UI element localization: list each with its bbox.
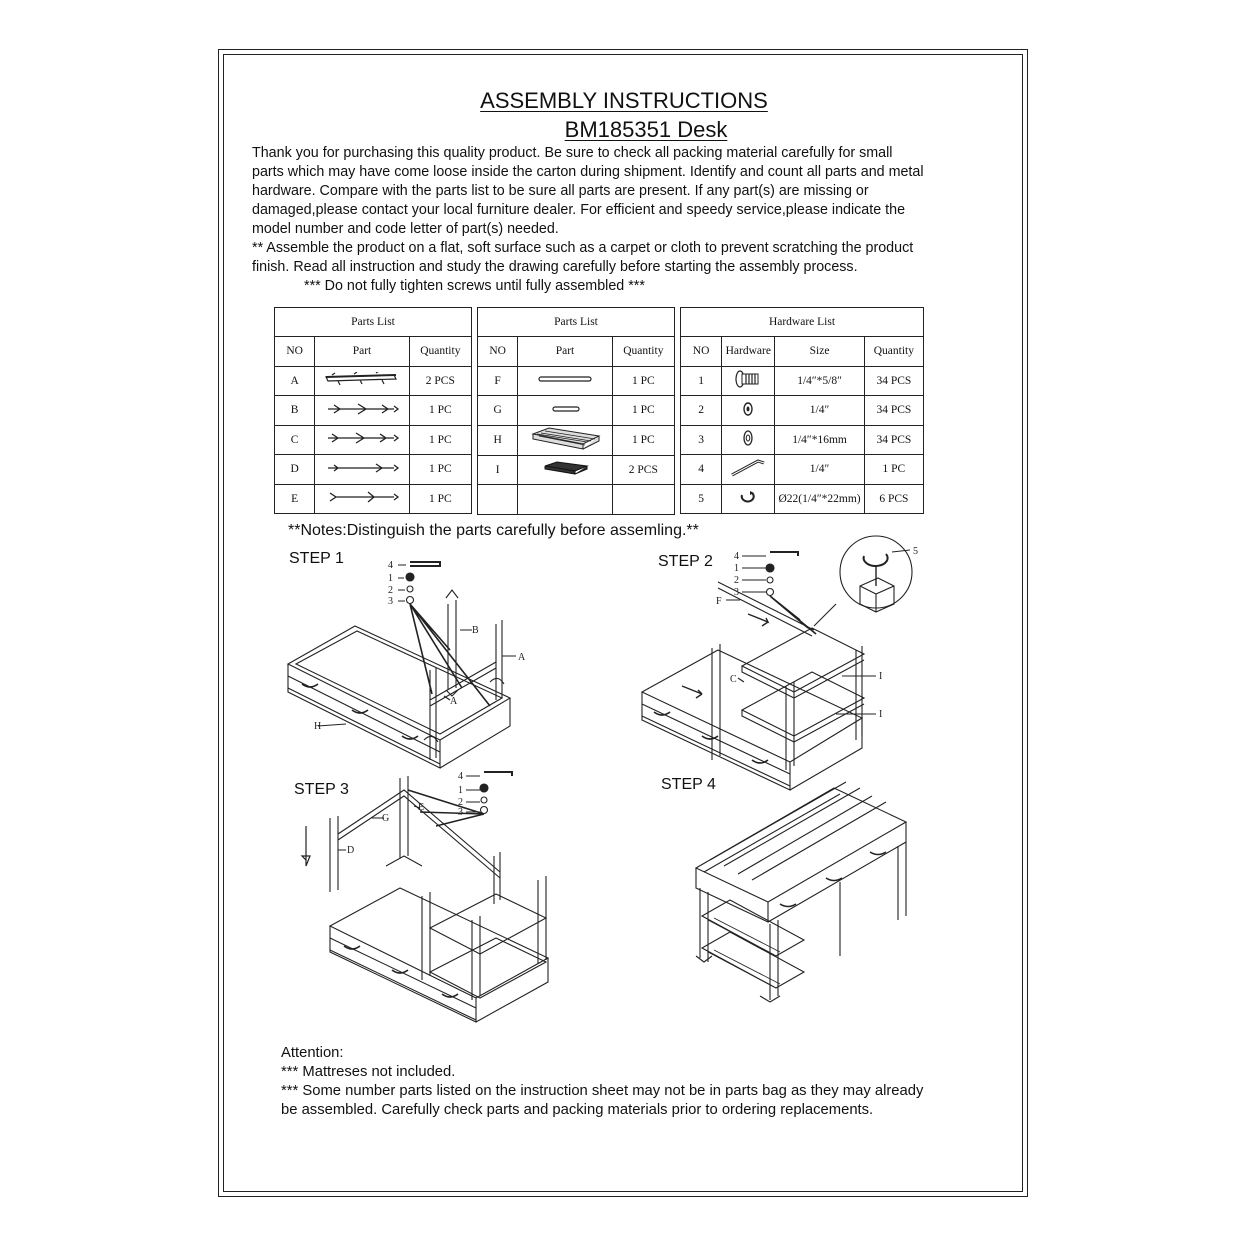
col-header: NO [275,337,315,367]
hw-qty: 34 PCS [864,366,923,396]
table-title: Hardware List [681,308,924,337]
hw-no: 1 [681,366,722,396]
attention-line: *** Some number parts listed on the instruction sheet may not be in parts bag as they may already [281,1083,924,1099]
intro-line: Thank you for purchasing this quality product. Be sure to check all packing material carefully for small [252,145,893,161]
callout-label: 1 [458,785,463,796]
part-qty: 2 PCS [409,366,471,396]
hw-no: 4 [681,455,722,485]
part-qty: 1 PC [409,425,471,455]
hw-size: 1/4″ [775,396,864,426]
col-header: Quantity [409,337,471,367]
part-no: H [478,425,518,455]
part-no: F [478,366,518,396]
table-title: Parts List [478,308,675,337]
step-1-diagram [288,562,516,768]
hw-size: Ø22(1/4″*22mm) [775,484,864,514]
col-header: Quantity [612,337,674,367]
model-title: BM185351 Desk [564,117,728,142]
hw-no: 5 [681,484,722,514]
part-qty: 1 PC [409,396,471,426]
hw-size: 1/4″*16mm [775,425,864,455]
callout-label: C [730,674,737,685]
intro-line: hardware. Compare with the parts list to be sure all parts are present. If any part(s) are missing or [252,183,869,199]
callout-label: D [347,845,355,856]
part-no: C [275,425,315,455]
hw-qty: 6 PCS [864,484,923,514]
callout-label: 5 [913,546,918,557]
intro-warning: *** Do not fully tighten screws until fully assembled *** [304,278,645,294]
attention-line: be assembled. Carefully check parts and packing materials prior to ordering replacements. [281,1102,874,1118]
col-header: Part [315,337,409,367]
callout-label: 2 [388,585,393,596]
hw-size: 1/4″*5/8″ [775,366,864,396]
attention-section [281,1044,923,1120]
step-3-diagram [302,772,548,1022]
callout-label: 3 [458,807,463,818]
callout-label: 3 [388,596,393,607]
page-title: ASSEMBLY INSTRUCTIONS [480,88,768,113]
attention-heading: Attention: [281,1045,344,1061]
hw-no: 2 [681,396,722,426]
callout-label: 1 [388,573,393,584]
callout-label: 2 [734,575,739,586]
part-no: A [275,366,315,396]
hw-qty: 34 PCS [864,396,923,426]
step-4-label: STEP 4 [661,776,716,793]
part-qty: 2 PCS [612,455,674,485]
hw-qty: 34 PCS [864,425,923,455]
step-3-label: STEP 3 [294,781,349,798]
part-no: B [275,396,315,426]
intro-line: finish. Read all instruction and study the drawing carefully before starting the assembly process. [252,259,858,275]
callout-label: G [382,813,390,824]
part-no: I [478,455,518,485]
callout-label: H [314,721,322,732]
callout-label: E [418,802,425,813]
hw-qty: 1 PC [864,455,923,485]
callout-label: 4 [388,560,393,571]
part-qty: 1 PC [409,484,471,514]
hw-no: 3 [681,425,722,455]
callout-label: I [879,671,883,682]
callout-label: F [716,596,722,607]
intro-line: parts which may have come loose inside the carton during shipment. Identify and count all parts and metal [252,164,924,180]
col-header: NO [478,337,518,367]
part-no: D [275,455,315,485]
callout-label: A [450,696,458,707]
col-header: NO [681,337,722,367]
part-qty: 1 PC [612,396,674,426]
step-2-label: STEP 2 [658,553,713,570]
part-qty: 1 PC [409,455,471,485]
part-qty: 1 PC [612,425,674,455]
callout-label: 1 [734,563,739,574]
callout-label: 3 [734,587,739,598]
col-header: Hardware [722,337,775,367]
callout-label: I [879,709,883,720]
part-no: G [478,396,518,426]
notes-text: **Notes:Distinguish the parts carefully before assemling.** [288,522,699,539]
col-header: Part [518,337,612,367]
callout-label: 4 [734,551,739,562]
hw-size: 1/4″ [775,455,864,485]
intro-line: model number and code letter of part(s) needed. [252,221,559,237]
callout-label: 2 [458,797,463,808]
table-title: Parts List [275,308,472,337]
step-1-label: STEP 1 [289,550,344,567]
step-4-diagram [696,782,906,1002]
intro-line: ** Assemble the product on a flat, soft surface such as a carpet or cloth to prevent scratching the product [252,240,914,256]
intro-line: damaged,please contact your local furniture dealer. For efficient and speedy service,please indicate the [252,202,906,218]
step-2-diagram [642,536,912,790]
col-header: Quantity [864,337,923,367]
part-qty: 1 PC [612,366,674,396]
callout-label: 4 [458,771,463,782]
callout-label: A [518,652,526,663]
part-no: E [275,484,315,514]
attention-line: *** Mattreses not included. [281,1064,456,1080]
callout-label: B [472,625,479,636]
col-header: Size [775,337,864,367]
